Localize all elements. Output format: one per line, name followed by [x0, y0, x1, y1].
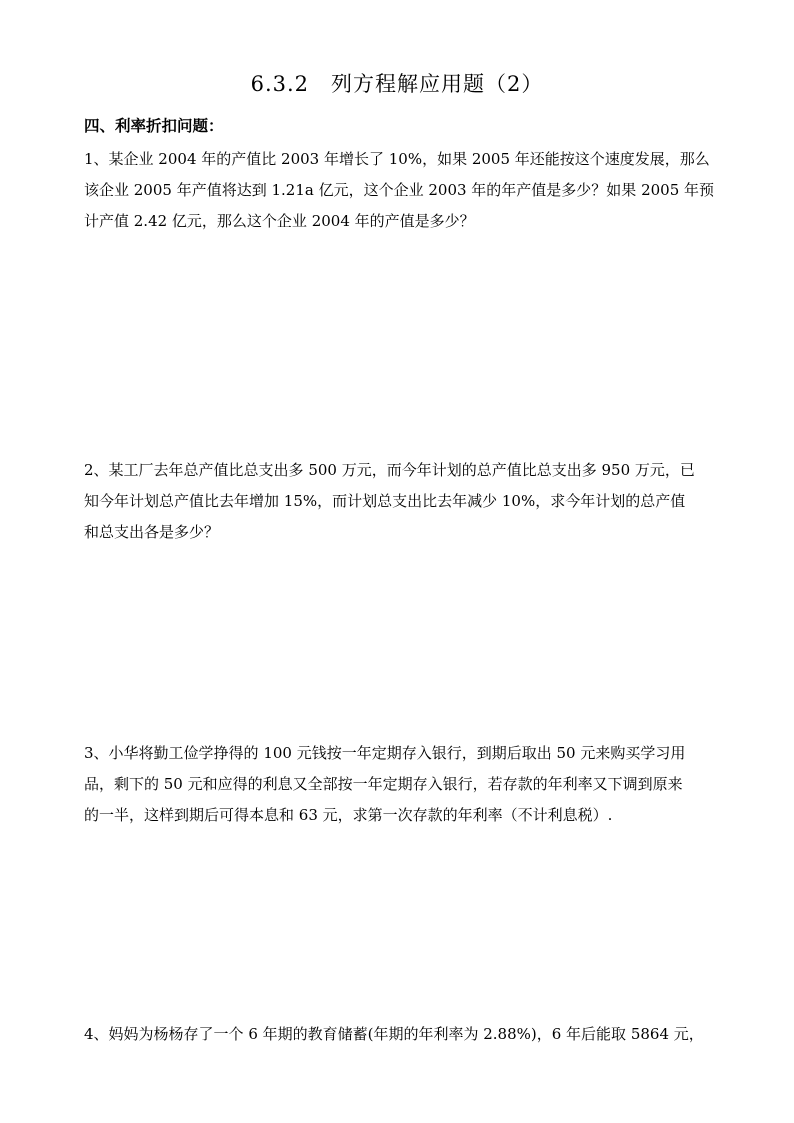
question-line: 该企业 2005 年产值将达到 1.21a 亿元，这个企业 2003 年的年产值是多少？如果 2005 年预 — [84, 181, 715, 199]
question-line: 的一半，这样到期后可得本息和 63 元，求第一次存款的年利率（不计利息税）. — [84, 806, 613, 824]
question-line: 品，剩下的 50 元和应得的利息又全部按一年定期存入银行，若存款的年利率又下调到原来 — [84, 775, 683, 793]
question-line: 2、某工厂去年总产值比总支出多 500 万元，而今年计划的总产值比总支出多 950 万元，已 — [84, 461, 695, 479]
question-1 — [84, 144, 724, 237]
question-line: 4、妈妈为杨杨存了一个 6 年期的教育储蓄(年期的年利率为 2.88%)，6 年后能取 5864 元， — [84, 1025, 704, 1043]
question-4 — [84, 1019, 724, 1050]
page-title: 6.3.2 列方程解应用题（2） — [250, 72, 544, 96]
question-2 — [84, 455, 724, 548]
question-line: 计产值 2.42 亿元，那么这个企业 2004 年的产值是多少？ — [84, 212, 475, 230]
question-line: 知今年计划总产值比去年增加 15%，而计划总支出比去年减少 10%，求今年计划的总产值 — [84, 492, 686, 510]
question-line: 和总支出各是多少？ — [84, 523, 220, 541]
question-line: 1、某企业 2004 年的产值比 2003 年增长了 10%，如果 2005 年还能按这个速度发展，那么 — [84, 150, 710, 168]
question-3 — [84, 738, 724, 831]
section-heading: 四、利率折扣问题： — [84, 116, 224, 135]
question-line: 3、小华将勤工俭学挣得的 100 元钱按一年定期存入银行，到期后取出 50 元来购买学习用 — [84, 744, 686, 762]
